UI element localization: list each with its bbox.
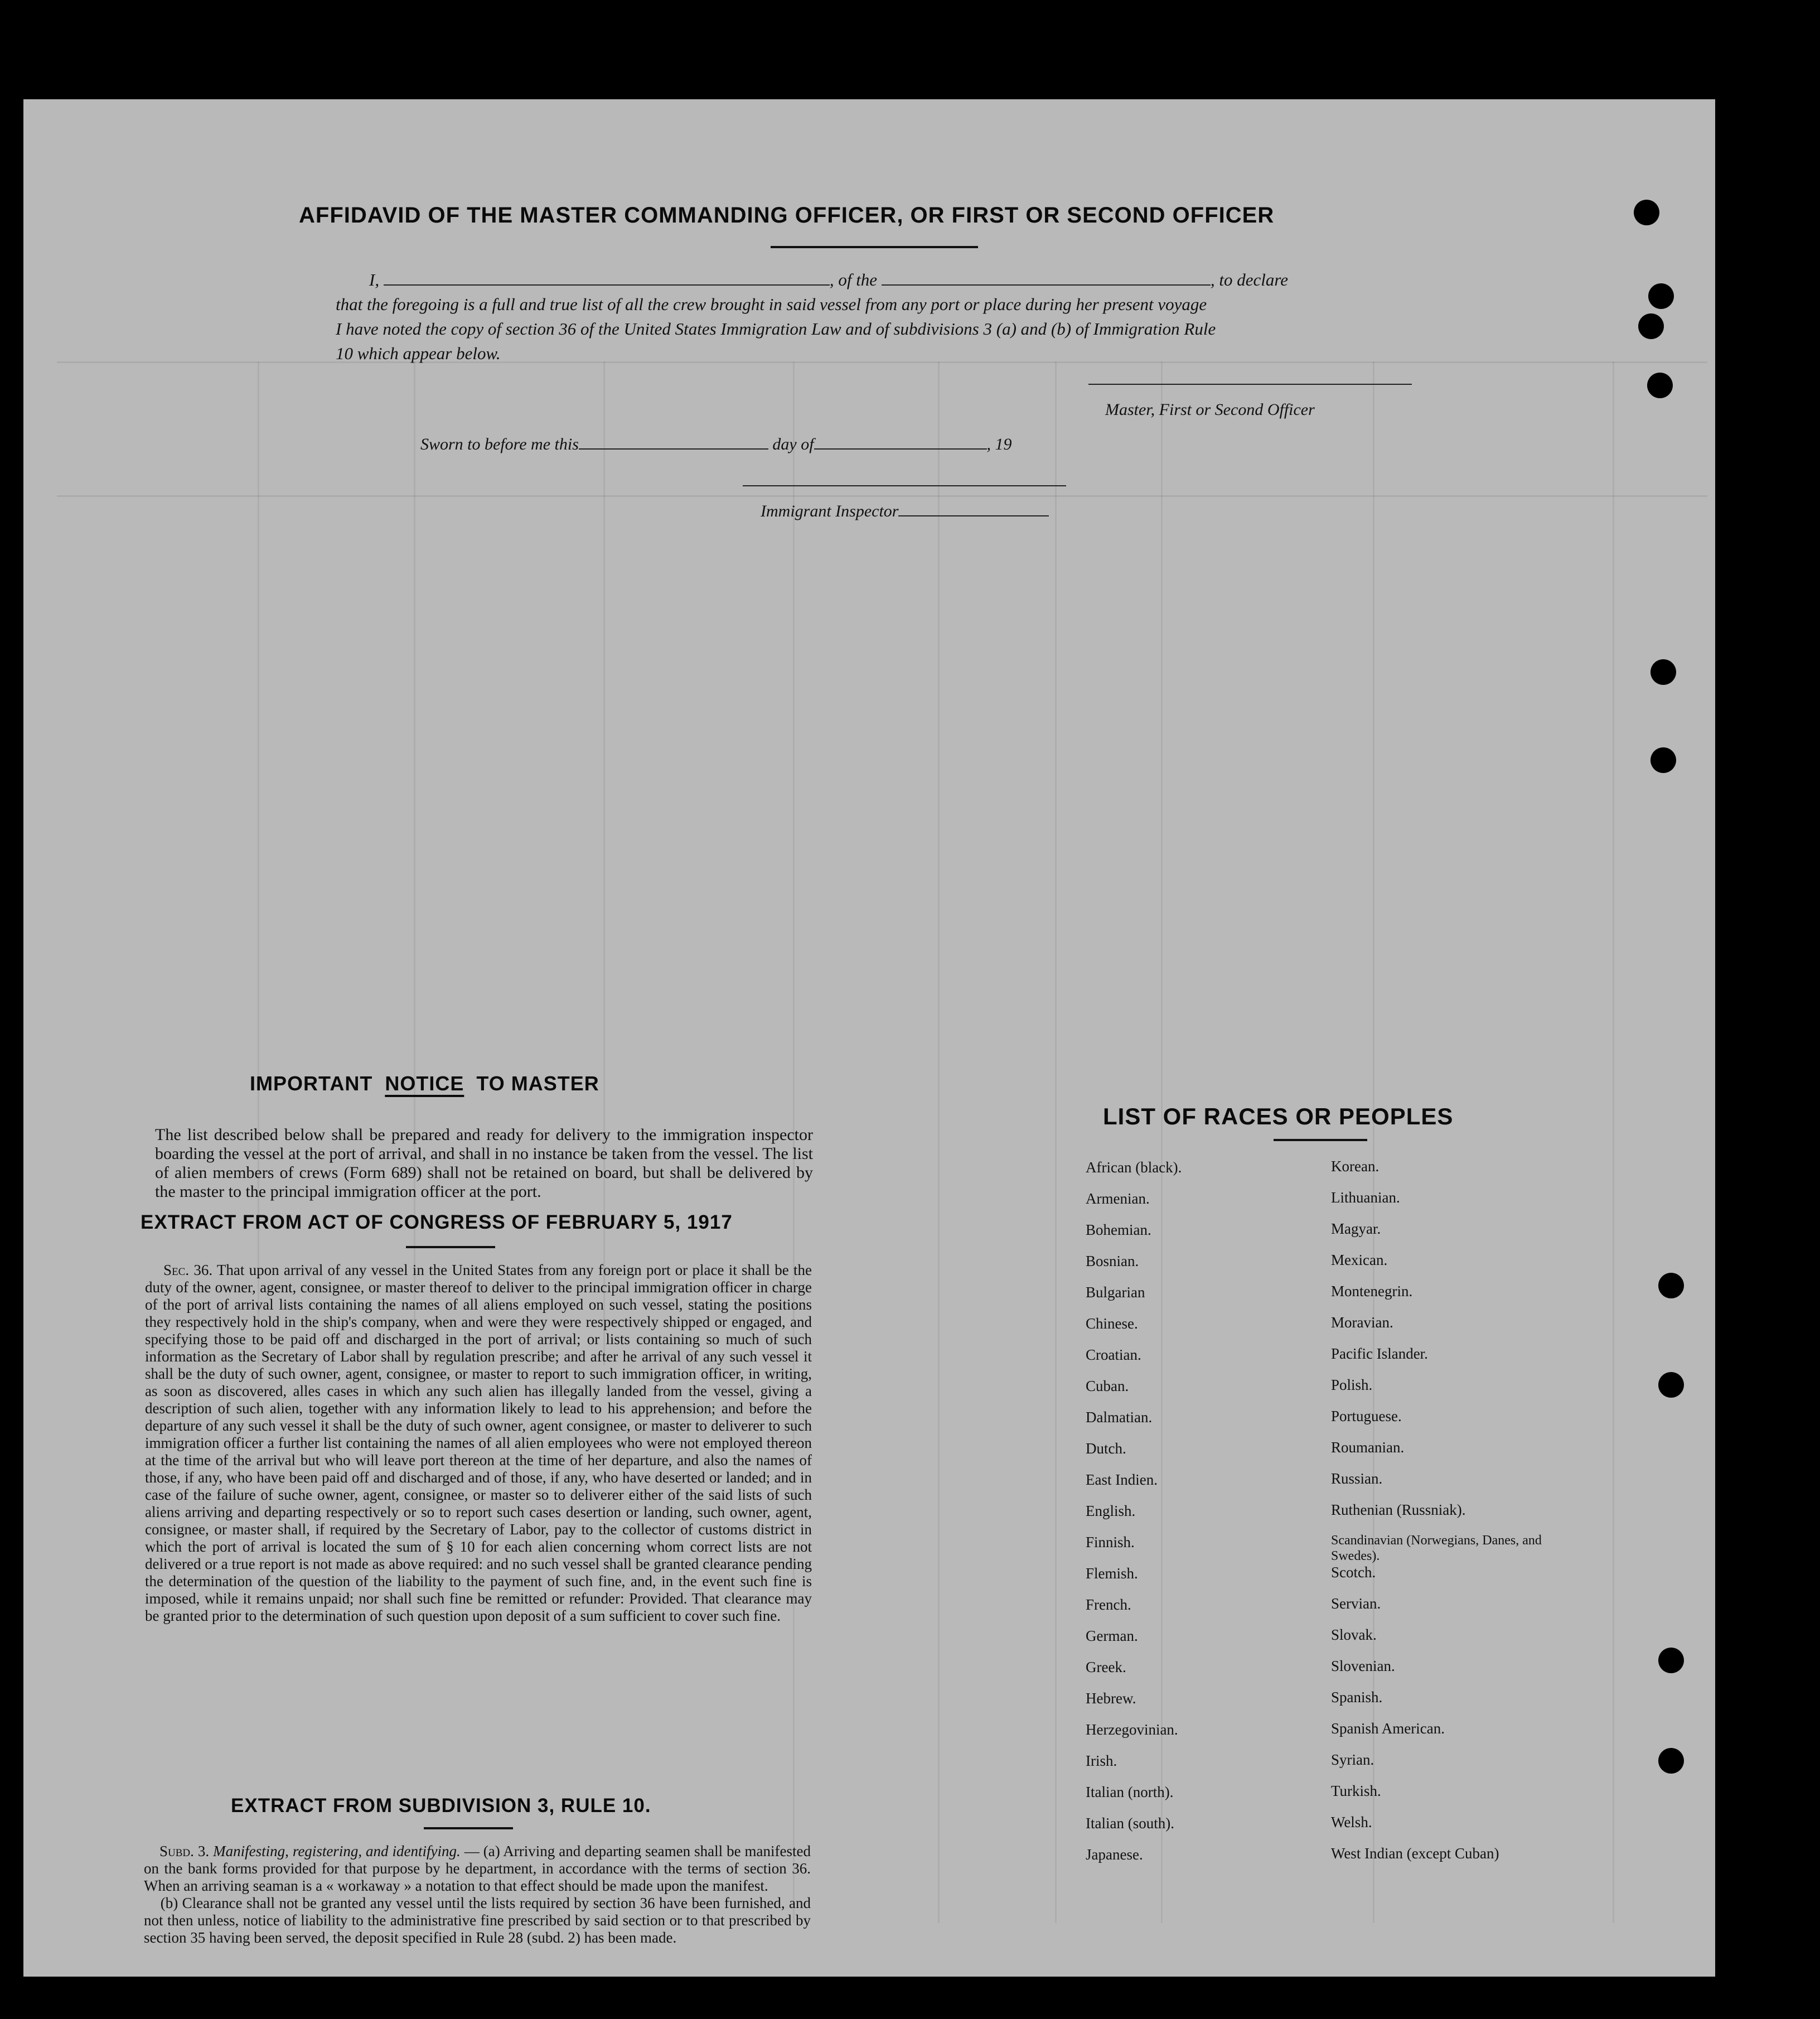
affidavit-declare: , to declare	[1210, 270, 1288, 289]
race-item: Montenegrin.	[1331, 1283, 1413, 1300]
race-item: East Indien.	[1086, 1471, 1158, 1488]
race-item: Spanish American.	[1331, 1720, 1445, 1737]
race-item: Polish.	[1331, 1376, 1373, 1393]
race-item: Pacific Islander.	[1331, 1345, 1428, 1362]
sworn-line	[420, 435, 1012, 454]
race-item: Italian (north).	[1086, 1784, 1174, 1800]
race-item: Magyar.	[1331, 1220, 1381, 1237]
punch-hole	[1658, 1648, 1684, 1673]
punch-hole	[1650, 659, 1676, 685]
race-item: Italian (south).	[1086, 1815, 1174, 1832]
sworn-month-field[interactable]	[814, 448, 987, 450]
notice-title	[250, 1072, 599, 1095]
rule-subd: Subd. 3.	[159, 1843, 210, 1859]
race-item: Finnish.	[1086, 1534, 1135, 1551]
act-title: EXTRACT FROM ACT OF CONGRESS OF FEBRUARY 5, 1917	[141, 1211, 733, 1233]
race-item: Scandinavian (Norwegians, Danes, and Swedes).	[1331, 1533, 1542, 1563]
punch-hole	[1647, 373, 1673, 398]
rule-text-a: — (a) Arriving and departing seamen shall be manifested on the bank forms provided for that purpose by he department, in accordance with the terms of section 36. When an arriving seaman is a « workaway » a notation to that effect should be made upon the manifest.	[144, 1843, 811, 1894]
affidavit-of-the: , of the	[829, 270, 878, 289]
signer-caption: Master, First or Second Officer	[1105, 400, 1315, 419]
punch-hole	[1634, 200, 1659, 225]
race-item: Bosnian.	[1086, 1253, 1139, 1269]
race-item: Dutch.	[1086, 1440, 1126, 1457]
races-title-underline	[1274, 1139, 1367, 1141]
affidavit-line-4: 10 which appear below.	[336, 344, 501, 363]
inspector-label: Immigrant Inspector	[761, 502, 899, 520]
race-item: Bohemian.	[1086, 1221, 1151, 1238]
punch-hole	[1658, 1748, 1684, 1774]
notice-text: The list described below shall be prepared and ready for delivery to the immigration inspector boarding the vessel at the port of arrival, and shall in no instance be taken from the vessel. The list of alien members of crews (Form 689) shall not be retained on board, but shall be delivered by the master to the principal immigration officer at the port.	[155, 1126, 813, 1201]
punch-hole	[1638, 313, 1664, 339]
act-body: That upon arrival of any vessel in the United States from any foreign port or place it shall be the duty of the owner, agent, consignee, or master thereof to deliver to the principal immigration officer in charge of the port of arrival lists containing the names of all aliens employed on such vessel, stating the positions they respectively hold in the ship's company, when and were they were respectively shipped or engaged, and specifying those to be paid off and discharged in the port of arrival; or lists containing so much of such information as the Secretary of Labor shall by regulation prescribe; and after he arrival of any such vessel it shall be the duty of such owner, agent, consignee, or master to report to such immigration officer, in writing, as soon as discovered, alles cases in which any such alien has illegally landed from the vessel, giving a description of such alien, together with any information likely to lead to his apprehension; and before the departure of any such vessel it shall be the duty of such owner, agent consignee, or master to deliverer to such immigration officer a further list containing the names of all alien employees who were not employed thereon at the time of the arrival but who will leave port thereon at the time of her departure, and also the names of those, if any, who have been paid off and discharged and of those, if any, who have deserted or landed; and in case of the failure of suche owner, agent, consignee, or master so to deliverer either of the said lists of such aliens arriving and departing respectively or so to report such cases desertion or landing, such owner, agent, consignee, or master shall, if required by the Secretary of Labor, pay to the collector of customs district in which the port of arrival is located the sum of § 10 for each alien concerning whom correct lists are not delivered or a true report is not made as above required: and no such vessel shall be granted clearance pending the determination of the question of the liability to the payment of such fine, and, in the event such fine is imposed, while it remains unpaid; nor shall such fine be remitted or refunder: Provided. That clearance may be granted prior to the determination of such question upon deposit of a sum sufficient to cover such fine.	[145, 1262, 812, 1624]
race-item: Mexican.	[1331, 1252, 1388, 1268]
race-item: Irish.	[1086, 1752, 1117, 1769]
race-item: Greek.	[1086, 1659, 1126, 1675]
punch-hole	[1650, 747, 1676, 773]
affidavit-i: I,	[369, 270, 380, 289]
race-item: Herzegovinian.	[1086, 1721, 1178, 1738]
race-item: German.	[1086, 1627, 1138, 1644]
race-item: Syrian.	[1331, 1751, 1374, 1768]
day-of-label: day of	[772, 435, 814, 453]
race-item: Flemish.	[1086, 1565, 1138, 1582]
races-column-2	[1331, 1158, 1554, 1876]
notice-title-master: TO MASTER	[476, 1072, 599, 1095]
race-item: Japanese.	[1086, 1846, 1143, 1863]
race-item: Ruthenian (Russniak).	[1331, 1501, 1466, 1518]
rule-heading: Manifesting, registering, and identifying.	[213, 1843, 461, 1859]
race-item: African (black).	[1086, 1159, 1182, 1176]
race-item: Roumanian.	[1331, 1439, 1405, 1456]
race-item: Chinese.	[1086, 1315, 1138, 1332]
race-item: Welsh.	[1331, 1814, 1372, 1830]
inspector-field[interactable]	[898, 515, 1049, 516]
affidavit-title: AFFIDAVID OF THE MASTER COMMANDING OFFICER, OR FIRST OR SECOND OFFICER	[299, 203, 1275, 228]
race-item: French.	[1086, 1596, 1131, 1613]
year-label: , 19	[986, 435, 1012, 453]
document-page	[23, 99, 1715, 1977]
notice-title-notice: NOTICE	[385, 1072, 464, 1095]
race-item: Turkish.	[1331, 1783, 1381, 1799]
inspector-top-line	[743, 485, 1066, 486]
race-item: English.	[1086, 1503, 1136, 1519]
rule-text	[144, 1843, 811, 1946]
affidavit-line-2: that the foregoing is a full and true list of all the crew brought in said vessel from any port or place during her present voyage	[336, 294, 1207, 314]
punch-hole	[1648, 283, 1674, 309]
affidavit-line-1	[369, 270, 1288, 290]
race-item: Slovak.	[1331, 1626, 1377, 1643]
vessel-field[interactable]	[882, 284, 1211, 286]
race-item: Moravian.	[1331, 1314, 1393, 1331]
race-item: Russian.	[1331, 1470, 1383, 1487]
title-underline	[771, 246, 978, 248]
race-item: West Indian (except Cuban)	[1331, 1845, 1499, 1862]
race-item: Korean.	[1331, 1158, 1379, 1175]
act-sec: Sec. 36.	[163, 1262, 213, 1278]
notice-title-important: IMPORTANT	[250, 1072, 373, 1095]
act-text	[145, 1262, 812, 1625]
punch-hole	[1658, 1372, 1684, 1398]
races-title: LIST OF RACES OR PEOPLES	[1103, 1103, 1454, 1129]
sworn-label: Sworn to before me this	[420, 435, 579, 453]
affidavit-line-3: I have noted the copy of section 36 of the United States Immigration Law and of subdivisions 3 (a) and (b) of Immigration Rule	[336, 319, 1216, 339]
race-item: Bulgarian	[1086, 1284, 1145, 1301]
sworn-day-field[interactable]	[579, 448, 768, 450]
race-item: Spanish.	[1331, 1689, 1383, 1706]
race-item: Croatian.	[1086, 1346, 1141, 1363]
signature-line[interactable]	[1088, 384, 1412, 385]
race-item: Scotch.	[1331, 1564, 1376, 1581]
rule-title: EXTRACT FROM SUBDIVISION 3, RULE 10.	[231, 1795, 651, 1817]
race-item: Armenian.	[1086, 1190, 1150, 1207]
rule-text-b: (b) Clearance shall not be granted any vessel until the lists required by section 36 have been furnished, and not then unless, notice of liability to the administrative fine prescribed by said section or to that prescribed by section 35 having been served, the deposit specified in Rule 28 (subd. 2) has been made.	[144, 1895, 811, 1946]
inspector-caption	[761, 502, 1049, 521]
races-column-1	[1086, 1159, 1331, 1877]
race-item: Servian.	[1331, 1595, 1381, 1612]
act-title-underline	[406, 1246, 495, 1248]
race-item: Dalmatian.	[1086, 1409, 1153, 1426]
punch-hole	[1658, 1273, 1684, 1298]
race-item: Slovenian.	[1331, 1658, 1395, 1674]
race-item: Cuban.	[1086, 1378, 1129, 1394]
rule-title-underline	[424, 1827, 513, 1829]
race-item: Portuguese.	[1331, 1408, 1402, 1424]
race-item: Lithuanian.	[1331, 1189, 1400, 1206]
name-field[interactable]	[384, 284, 830, 286]
race-item: Hebrew.	[1086, 1690, 1136, 1707]
